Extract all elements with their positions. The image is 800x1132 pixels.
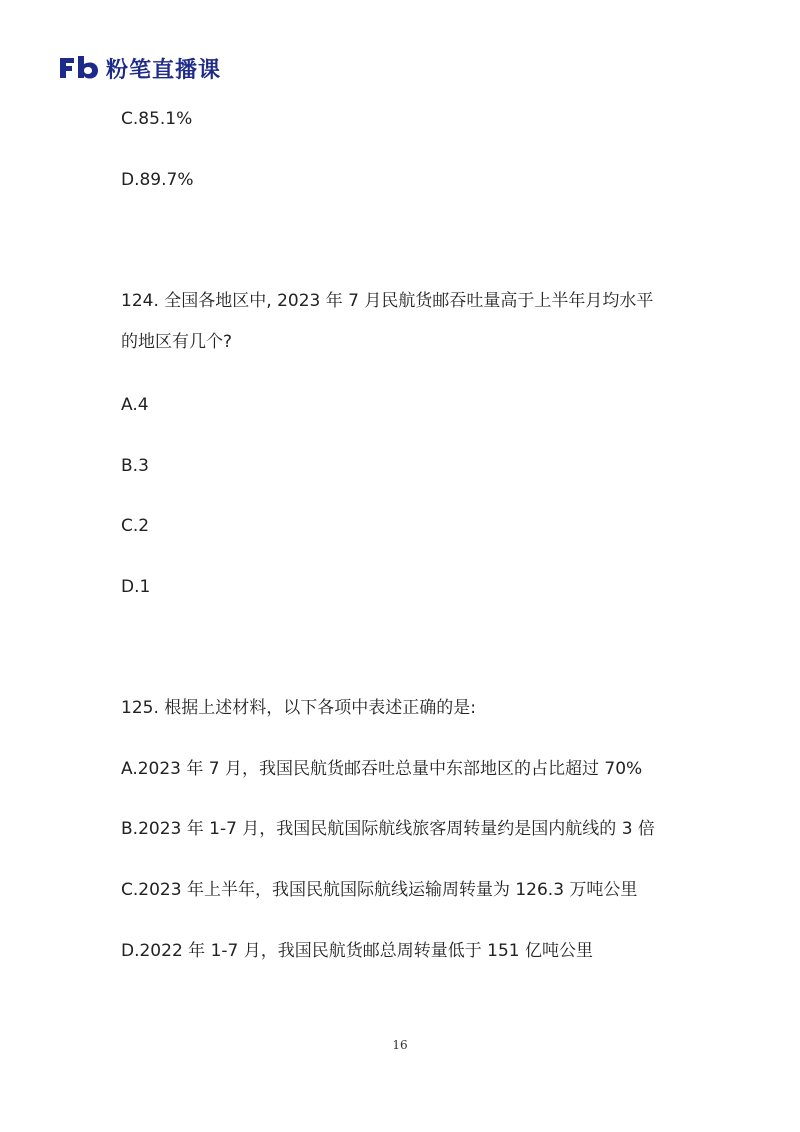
- page-number: 16: [392, 1038, 408, 1052]
- brand-logo: [56, 50, 221, 86]
- q123-option-c: C.85.1%: [121, 109, 193, 129]
- q125-option-d: D.2022 年 1-7 月，我国民航货邮总周转量低于 151 亿吨公里: [121, 941, 593, 961]
- q125-stem: 125. 根据上述材料，以下各项中表述正确的是:: [121, 698, 476, 718]
- q124-option-d: D.1: [121, 577, 151, 597]
- q124-option-c: C.2: [121, 516, 150, 536]
- q125-option-c: C.2023 年上半年，我国民航国际航线运输周转量为 126.3 万吨公里: [121, 880, 638, 900]
- q125-option-a: A.2023 年 7 月，我国民航货邮吞吐总量中东部地区的占比超过 70%: [121, 759, 643, 779]
- q124-option-b: B.3: [121, 456, 149, 476]
- fb-logo-icon: [56, 53, 100, 83]
- q125-option-b: B.2023 年 1-7 月，我国民航国际航线旅客周转量约是国内航线的 3 倍: [121, 819, 655, 839]
- q124-option-a: A.4: [121, 395, 149, 415]
- q124-stem-line1: 124. 全国各地区中, 2023 年 7 月民航货邮吞吐量高于上半年月均水平: [121, 291, 654, 311]
- q124-stem-line2: 的地区有几个?: [121, 332, 233, 352]
- q123-option-d: D.89.7%: [121, 170, 194, 190]
- brand-text: 粉笔直播课: [106, 57, 222, 83]
